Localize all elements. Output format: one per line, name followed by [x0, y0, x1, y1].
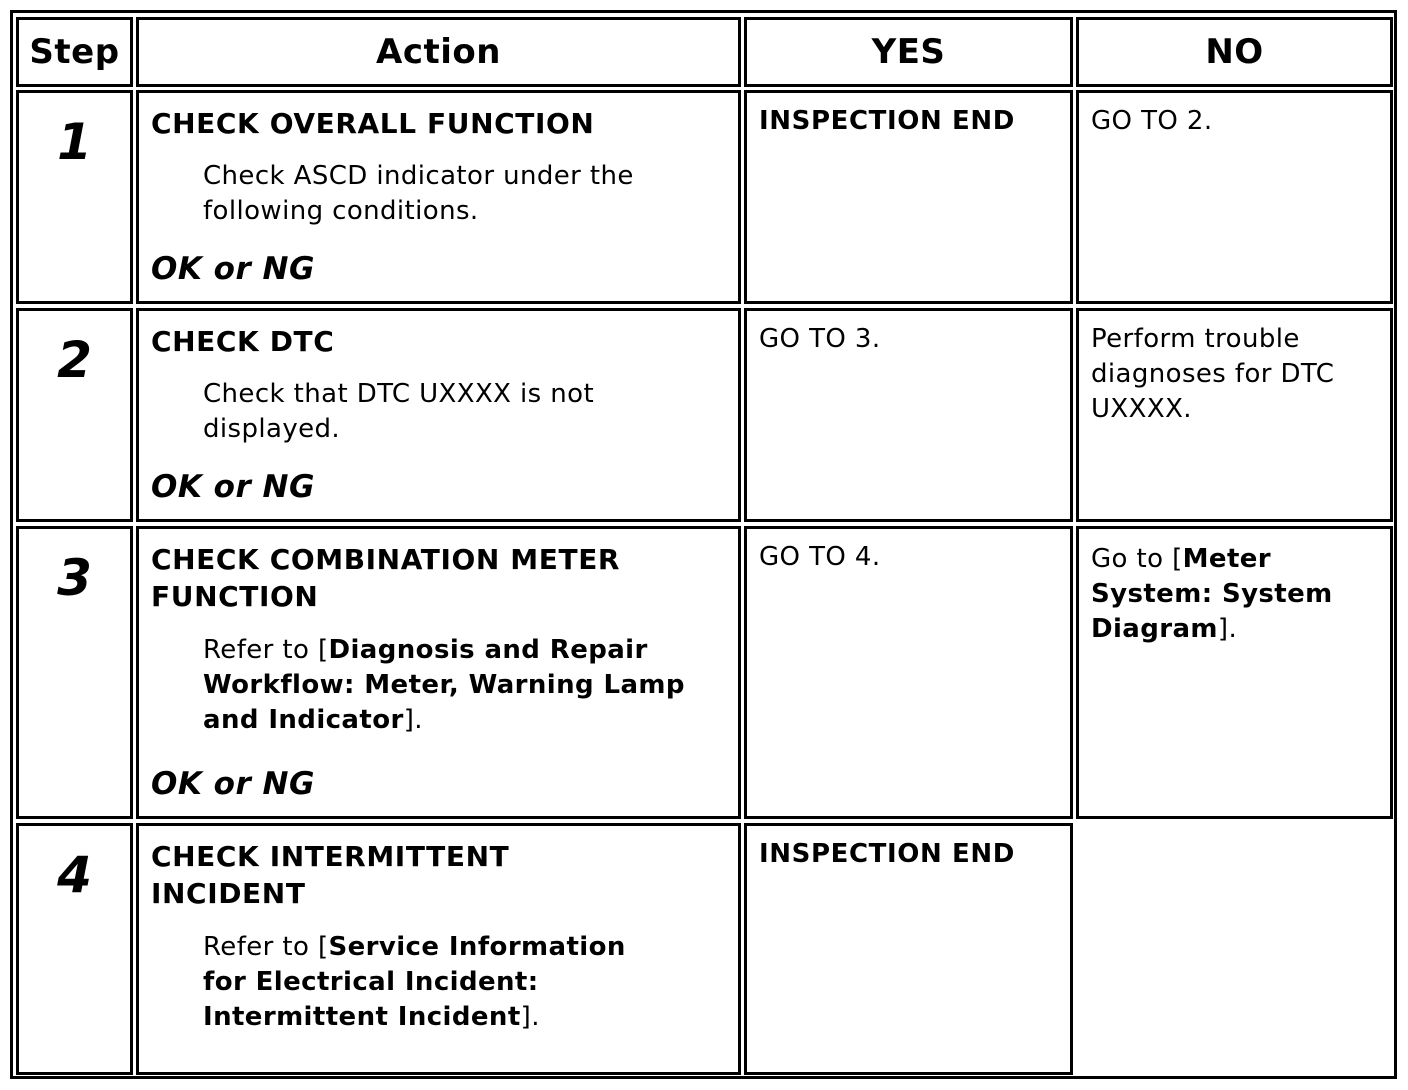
- step-number: 3: [57, 549, 92, 607]
- no-cell-1: [1076, 90, 1393, 304]
- yes-cell-2: [744, 308, 1073, 522]
- step-number: 4: [57, 846, 92, 904]
- no-cell-2: [1076, 308, 1393, 522]
- no-cell-3: [1076, 526, 1393, 819]
- yes-result: INSPECTION END: [759, 106, 1015, 136]
- yes-cell-4: [744, 823, 1073, 1075]
- step-cell-4: [16, 823, 133, 1075]
- ok-or-ng-label: OK or NG: [151, 766, 315, 802]
- no-result: GO TO 2.: [1091, 106, 1213, 136]
- action-cell-2: [136, 308, 741, 522]
- yes-result: INSPECTION END: [759, 839, 1015, 869]
- action-reference: Refer to [Service Information for Electrical Incident: Intermittent Incident].: [203, 932, 626, 1032]
- reference-link[interactable]: Service Information: [328, 932, 626, 962]
- ok-or-ng-label: OK or NG: [151, 251, 315, 287]
- reference-link[interactable]: Intermittent Incident: [203, 1002, 521, 1032]
- step-cell-1: [16, 90, 133, 304]
- step-number: 2: [57, 331, 92, 389]
- no-result: Go to [Meter System: System Diagram].: [1091, 544, 1333, 644]
- action-title: CHECK INTERMITTENT INCIDENT: [151, 840, 510, 910]
- action-cell-3: [136, 526, 741, 819]
- header-no: NO: [1076, 17, 1393, 87]
- yes-cell-3: [744, 526, 1073, 819]
- reference-link[interactable]: Workflow: Meter, Warning Lamp: [203, 670, 685, 700]
- diagnosis-table: [10, 10, 1397, 1079]
- step-cell-3: [16, 526, 133, 819]
- action-reference: Refer to [Diagnosis and Repair Workflow: Meter, Warning Lamp and Indicator].: [203, 635, 685, 735]
- reference-link[interactable]: and Indicator: [203, 705, 404, 735]
- action-instruction: Check that DTC UXXXX is not displayed.: [203, 379, 595, 444]
- header-action: Action: [136, 17, 741, 87]
- reference-link[interactable]: Diagram: [1091, 614, 1218, 644]
- action-cell-1: [136, 90, 741, 304]
- reference-link[interactable]: for Electrical Incident:: [203, 967, 539, 997]
- reference-link[interactable]: Meter: [1182, 544, 1272, 574]
- step-number: 1: [57, 113, 92, 171]
- action-title: CHECK DTC: [151, 325, 335, 358]
- action-cell-4: [136, 823, 741, 1075]
- yes-result: GO TO 3.: [759, 324, 881, 354]
- yes-result: GO TO 4.: [759, 542, 881, 572]
- action-title: CHECK OVERALL FUNCTION: [151, 107, 595, 140]
- step-cell-2: [16, 308, 133, 522]
- no-result: Perform trouble diagnoses for DTC UXXXX.: [1091, 324, 1335, 424]
- reference-link[interactable]: Diagnosis and Repair: [328, 635, 648, 665]
- header-yes: YES: [744, 17, 1073, 87]
- action-instruction: Check ASCD indicator under the following conditions.: [203, 161, 634, 226]
- header-step: Step: [16, 17, 133, 87]
- yes-cell-1: [744, 90, 1073, 304]
- action-title: CHECK COMBINATION METER FUNCTION: [151, 543, 621, 613]
- ok-or-ng-label: OK or NG: [151, 469, 315, 505]
- reference-link[interactable]: System: System: [1091, 579, 1333, 609]
